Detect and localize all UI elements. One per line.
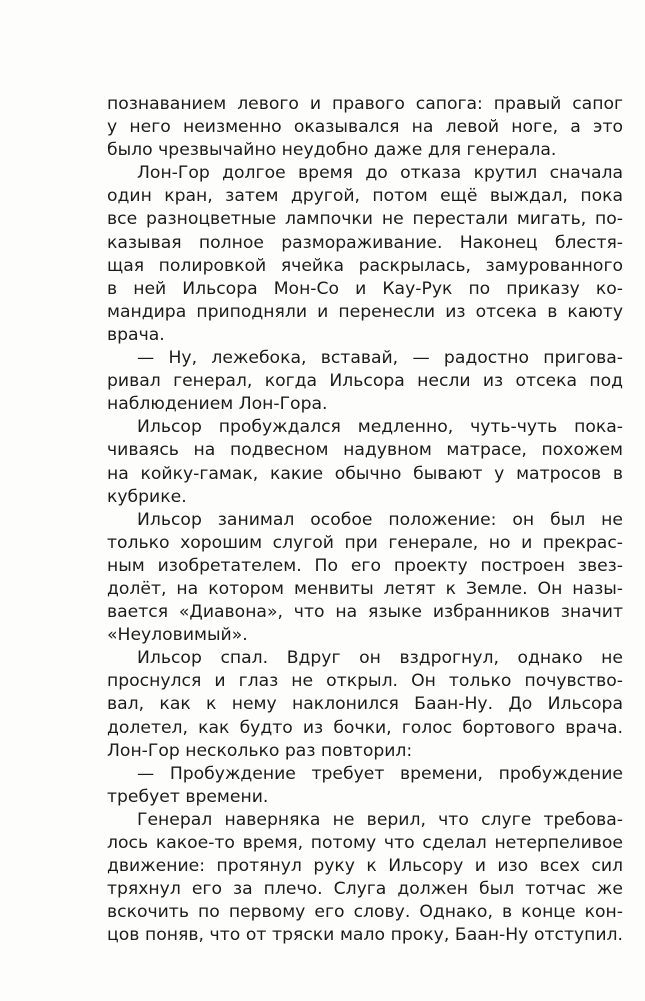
text-line: — Ну, лежебока, вставай, — радостно пригова-: [137, 348, 623, 369]
text-line: Ильсор спал. Вдруг он вздрогнул, однако не: [137, 648, 623, 669]
text-line: мандира приподняли и перенесли из отсека в каюту: [107, 301, 623, 322]
text-line: на койку-гамак, какие обычно бывают у матросов в: [107, 463, 623, 484]
body-text: [107, 93, 623, 947]
text-line: было чрезвычайно неудобно даже для генерала.: [107, 140, 557, 161]
paragraph: [107, 162, 623, 347]
text-line: один кран, затем другой, потом ещё выждал, пока: [107, 186, 623, 207]
text-line: чиваясь на подвесном надувном матрасе, похожем: [107, 440, 623, 461]
text-line: Ильсор занимал особое положение: он был не: [137, 509, 623, 530]
text-line: у него неизменно оказывался на левой ноге, а это: [107, 117, 623, 138]
text-line: ривал генерал, когда Ильсора несли из отсека под: [107, 371, 623, 392]
text-line: ным изобретателем. По его проекту построен звез-: [107, 555, 623, 576]
paragraph: [107, 647, 623, 762]
text-line: познаванием левого и правого сапога: правый сапог: [107, 94, 623, 114]
paragraph: [107, 763, 623, 809]
text-line: цов поняв, что от тряски мало проку, Баан-Ну отступил.: [107, 925, 623, 946]
text-line: Лон-Гор несколько раз повторил:: [107, 740, 413, 761]
text-line: долёт, на котором менвиты летят к Земле. Он назы-: [107, 578, 623, 599]
text-line: проснулся и глаз не открыл. Он только почувство-: [107, 671, 623, 692]
text-line: только хорошим слугой при генерале, но и прекрас-: [107, 532, 623, 553]
text-line: щая полировкой ячейка раскрылась, замурованного: [107, 255, 623, 276]
text-line: вал, как к нему наклонился Баан-Ну. До Ильсора: [107, 694, 623, 715]
text-line: долетел, как будто из бочки, голос бортового врача.: [107, 717, 623, 738]
paragraph: [107, 509, 623, 648]
text-line: наблюдением Лон-Гора.: [107, 394, 328, 415]
text-line: казывая полное размораживание. Наконец блестя-: [107, 232, 623, 253]
text-line: вается «Диавона», что на языке избранников значит: [107, 602, 623, 623]
text-line: тряхнул его за плечо. Слуга должен был тотчас же: [107, 879, 623, 900]
text-line: требует времени.: [107, 786, 269, 807]
text-line: Лон-Гор долгое время до отказа крутил сначала: [137, 163, 623, 184]
paragraph: [107, 416, 623, 508]
paragraph: [107, 809, 623, 948]
text-line: кубрике.: [107, 486, 187, 507]
text-line: — Пробуждение требует времени, пробуждение: [137, 763, 623, 784]
text-line: врача.: [107, 324, 165, 345]
text-line: Генерал наверняка не верил, что слуге требова-: [137, 809, 623, 830]
paragraph: [107, 93, 623, 162]
text-line: лось какое-то время, потому что сделал нетерпеливое: [107, 833, 623, 853]
text-line: движение: протянул руку к Ильсору и изо всех сил: [107, 856, 623, 877]
text-line: Ильсор пробуждался медленно, чуть-чуть пока-: [137, 417, 623, 438]
paragraph: [107, 347, 623, 416]
text-line: в ней Ильсора Мон-Со и Кау-Рук по приказу ко-: [107, 278, 623, 299]
text-line: все разноцветные лампочки не перестали мигать, по-: [107, 209, 623, 230]
text-line: «Неуловимый».: [107, 625, 248, 646]
text-line: вскочить по первому его слову. Однако, в конце кон-: [107, 902, 623, 923]
